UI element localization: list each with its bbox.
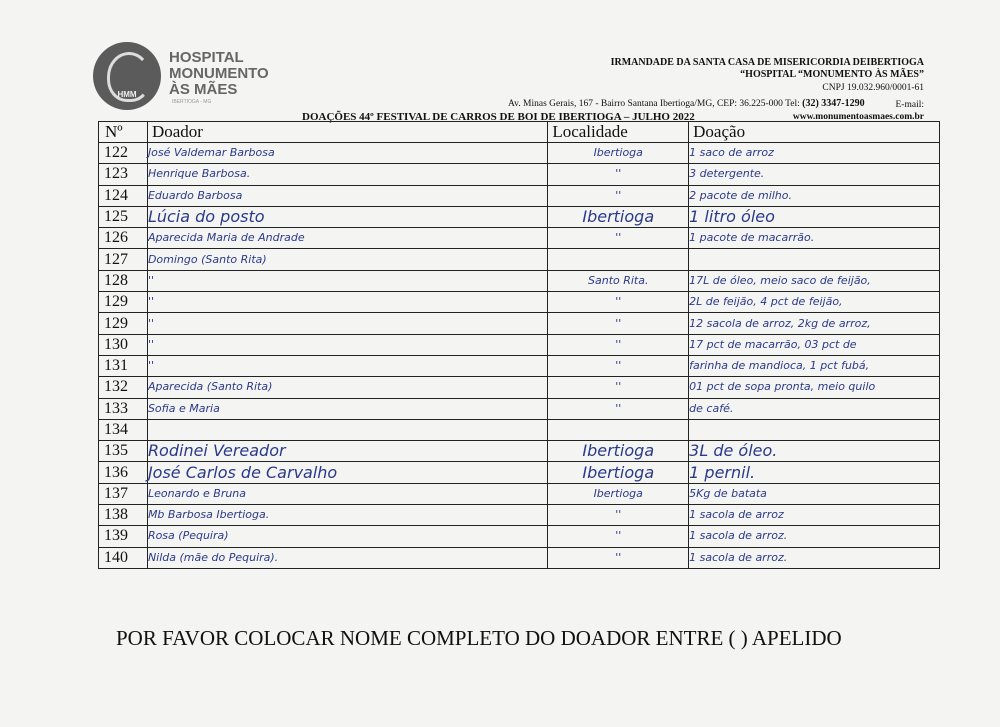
cell-doacao xyxy=(689,185,940,206)
handwritten-doador: José Carlos de Carvalho xyxy=(147,462,338,482)
table-row xyxy=(99,398,940,419)
cell-nr: 126 xyxy=(99,228,148,249)
cell-nr: 127 xyxy=(99,249,148,270)
cell-localidade xyxy=(548,164,689,185)
table-row xyxy=(99,377,940,398)
cell-doador xyxy=(147,249,547,270)
cell-doador xyxy=(147,526,547,547)
cell-doacao xyxy=(689,547,940,568)
cell-nr: 125 xyxy=(99,206,148,227)
cell-doacao xyxy=(689,313,940,334)
logo-badge: HMM xyxy=(117,90,137,99)
document-title: DOAÇÕES 44º FESTIVAL DE CARROS DE BOI DE IBERTIOGA – JULHO 2022 xyxy=(302,111,695,123)
handwritten-localidade: '' xyxy=(615,359,622,373)
cell-nr: 137 xyxy=(99,483,148,504)
cell-doacao xyxy=(689,292,940,313)
cell-localidade xyxy=(548,334,689,355)
handwritten-doacao: 3 detergente. xyxy=(689,167,765,181)
handwritten-doacao: 1 saco de arroz xyxy=(689,146,774,160)
cell-doador xyxy=(147,462,547,483)
handwritten-doacao: 2 pacote de milho. xyxy=(689,188,793,202)
cell-localidade xyxy=(548,270,689,291)
cell-doacao xyxy=(689,334,940,355)
col-header-nr: Nº xyxy=(99,122,148,143)
cell-nr: 136 xyxy=(99,462,148,483)
table-row xyxy=(99,249,940,270)
table-row xyxy=(99,164,940,185)
footer-instruction: POR FAVOR COLOCAR NOME COMPLETO DO DOADOR ENTRE ( ) APELIDO xyxy=(116,626,842,650)
handwritten-localidade: '' xyxy=(615,380,622,394)
hospital-logo xyxy=(93,42,161,110)
cell-nr: 132 xyxy=(99,377,148,398)
table-row xyxy=(99,462,940,483)
cell-doacao xyxy=(689,419,940,440)
cell-nr: 128 xyxy=(99,270,148,291)
cell-doador xyxy=(147,377,547,398)
table-row xyxy=(99,292,940,313)
cell-nr: 123 xyxy=(99,164,148,185)
cell-nr: 129 xyxy=(99,292,148,313)
cell-doador xyxy=(147,419,547,440)
handwritten-doacao: 1 sacola de arroz. xyxy=(689,529,788,543)
handwritten-doador: '' xyxy=(147,295,154,309)
table-row xyxy=(99,313,940,334)
cell-doador xyxy=(147,398,547,419)
handwritten-doador: Rodinei Vereador xyxy=(147,441,286,461)
cell-localidade xyxy=(548,313,689,334)
col-header-doador: Doador xyxy=(147,122,547,143)
logo-line-2: MONUMENTO xyxy=(169,65,269,82)
cell-localidade xyxy=(548,526,689,547)
handwritten-doador: Eduardo Barbosa xyxy=(147,188,243,202)
handwritten-localidade: '' xyxy=(615,550,622,564)
col-header-localidade: Localidade xyxy=(548,122,689,143)
handwritten-localidade: '' xyxy=(615,295,622,309)
handwritten-doador: Domingo (Santo Rita) xyxy=(147,252,267,266)
cell-nr: 130 xyxy=(99,334,148,355)
handwritten-doacao: farinha de mandioca, 1 pct fubá, xyxy=(689,359,870,373)
cell-nr: 138 xyxy=(99,505,148,526)
table-row xyxy=(99,143,940,164)
cell-doacao xyxy=(689,483,940,504)
handwritten-localidade: Ibertioga xyxy=(582,441,655,461)
handwritten-doacao: 17L de óleo, meio saco de feijão, xyxy=(689,273,871,287)
cell-localidade xyxy=(548,292,689,313)
cell-localidade xyxy=(548,441,689,462)
cell-localidade xyxy=(548,377,689,398)
cell-doacao xyxy=(689,462,940,483)
cell-nr: 140 xyxy=(99,547,148,568)
cell-doador xyxy=(147,505,547,526)
handwritten-localidade: Ibertioga xyxy=(593,486,643,500)
table-row xyxy=(99,505,940,526)
table-row xyxy=(99,185,940,206)
handwritten-localidade: Ibertioga xyxy=(593,146,643,160)
cell-doador xyxy=(147,185,547,206)
cell-doador xyxy=(147,334,547,355)
handwritten-doador: '' xyxy=(147,359,154,373)
table-row xyxy=(99,547,940,568)
table-row xyxy=(99,483,940,504)
handwritten-localidade: '' xyxy=(615,529,622,543)
cell-doador xyxy=(147,483,547,504)
phone: (32) 3347-1290 xyxy=(802,98,865,109)
cell-doador xyxy=(147,270,547,291)
cell-localidade xyxy=(548,228,689,249)
cell-doacao xyxy=(689,355,940,376)
logo-line-1: HOSPITAL xyxy=(169,49,244,66)
handwritten-doador: Sofia e Maria xyxy=(147,401,220,415)
handwritten-localidade: Ibertioga xyxy=(582,462,655,482)
cell-doador xyxy=(147,441,547,462)
logo-text xyxy=(169,50,269,98)
handwritten-doacao: 1 sacola de arroz xyxy=(689,508,784,522)
cell-doador xyxy=(147,228,547,249)
cell-nr: 134 xyxy=(99,419,148,440)
cell-nr: 133 xyxy=(99,398,148,419)
handwritten-doador: Mb Barbosa Ibertioga. xyxy=(147,508,270,522)
email-label: E-mail: xyxy=(895,100,924,110)
handwritten-doacao: 17 pct de macarrão, 03 pct de xyxy=(689,337,857,351)
cell-localidade xyxy=(548,547,689,568)
cell-nr: 124 xyxy=(99,185,148,206)
table-row xyxy=(99,526,940,547)
handwritten-localidade: '' xyxy=(615,188,622,202)
cell-doacao xyxy=(689,270,940,291)
cell-doacao xyxy=(689,206,940,227)
cell-nr: 129 xyxy=(99,313,148,334)
handwritten-doador: Henrique Barbosa. xyxy=(147,167,251,181)
cell-doacao xyxy=(689,526,940,547)
cell-localidade xyxy=(548,398,689,419)
handwritten-localidade: '' xyxy=(615,401,622,415)
cell-localidade xyxy=(548,249,689,270)
table-header-row xyxy=(99,122,940,143)
cell-doador xyxy=(147,547,547,568)
handwritten-doacao: 2L de feijão, 4 pct de feijão, xyxy=(689,295,843,309)
cell-doador xyxy=(147,206,547,227)
cell-nr: 135 xyxy=(99,441,148,462)
table-row xyxy=(99,270,940,291)
logo-subtitle: IBERTIOGA - MG xyxy=(172,99,212,105)
org-name: IRMANDADE DA SANTA CASA DE MISERICORDIA DEIBERTIOGA xyxy=(610,57,924,68)
handwritten-doador: José Valdemar Barbosa xyxy=(147,146,275,160)
cell-doador xyxy=(147,143,547,164)
table-row xyxy=(99,355,940,376)
handwritten-doador: Leonardo e Bruna xyxy=(147,486,247,500)
cell-localidade xyxy=(548,143,689,164)
cell-nr: 131 xyxy=(99,355,148,376)
cell-doador xyxy=(147,292,547,313)
handwritten-doacao: 1 pernil. xyxy=(689,462,756,482)
handwritten-doacao: 3L de óleo. xyxy=(689,441,778,461)
cell-localidade xyxy=(548,206,689,227)
col-header-doacao: Doação xyxy=(689,122,940,143)
handwritten-doacao: 5Kg de batata xyxy=(689,486,767,500)
cell-nr: 122 xyxy=(99,143,148,164)
cell-doador xyxy=(147,313,547,334)
cell-doador xyxy=(147,164,547,185)
address-text: Av. Minas Gerais, 167 - Bairro Santana Ibertioga/MG, CEP: 36.225-000 Tel: xyxy=(508,99,800,109)
cell-doacao xyxy=(689,377,940,398)
cell-doacao xyxy=(689,441,940,462)
address xyxy=(508,98,865,109)
website: www.monumentoasmaes.com.br xyxy=(792,112,924,122)
cell-nr: 139 xyxy=(99,526,148,547)
handwritten-localidade: '' xyxy=(615,316,622,330)
cell-localidade xyxy=(548,355,689,376)
donations-table xyxy=(98,121,940,569)
table-row xyxy=(99,206,940,227)
hospital-name: “HOSPITAL “MONUMENTO ÀS MÃES” xyxy=(740,69,924,80)
handwritten-localidade: '' xyxy=(615,337,622,351)
table-row xyxy=(99,334,940,355)
handwritten-doador: '' xyxy=(147,273,154,287)
handwritten-doador: Lúcia do posto xyxy=(147,207,265,227)
handwritten-doacao: 1 sacola de arroz. xyxy=(689,550,788,564)
cell-localidade xyxy=(548,419,689,440)
cell-localidade xyxy=(548,185,689,206)
cnpj: CNPJ 19.032.960/0001-61 xyxy=(822,83,924,93)
cell-doacao xyxy=(689,249,940,270)
logo-line-3: ÀS MÃES xyxy=(169,81,238,98)
handwritten-localidade: Santo Rita. xyxy=(588,273,649,287)
handwritten-doacao: 01 pct de sopa pronta, meio quilo xyxy=(689,380,876,394)
handwritten-doador: Nilda (mãe do Pequira). xyxy=(147,550,279,564)
cell-doacao xyxy=(689,228,940,249)
handwritten-doador: '' xyxy=(147,337,154,351)
cell-doacao xyxy=(689,505,940,526)
handwritten-doador: Aparecida Maria de Andrade xyxy=(147,231,305,245)
handwritten-doacao: 12 sacola de arroz, 2kg de arroz, xyxy=(689,316,871,330)
cell-doacao xyxy=(689,143,940,164)
handwritten-localidade: '' xyxy=(615,231,622,245)
handwritten-localidade: '' xyxy=(615,508,622,522)
table-row xyxy=(99,441,940,462)
handwritten-localidade: Ibertioga xyxy=(582,207,655,227)
cell-localidade xyxy=(548,483,689,504)
handwritten-doador: Rosa (Pequira) xyxy=(147,529,229,543)
handwritten-doacao: 1 litro óleo xyxy=(689,207,775,227)
handwritten-doador: '' xyxy=(147,316,154,330)
cell-localidade xyxy=(548,462,689,483)
handwritten-doador: Aparecida (Santo Rita) xyxy=(147,380,273,394)
cell-localidade xyxy=(548,505,689,526)
cell-doador xyxy=(147,355,547,376)
table-row xyxy=(99,228,940,249)
handwritten-localidade: '' xyxy=(615,167,622,181)
table-row xyxy=(99,419,940,440)
cell-doacao xyxy=(689,164,940,185)
handwritten-doacao: 1 pacote de macarrão. xyxy=(689,231,815,245)
handwritten-doacao: de café. xyxy=(689,401,734,415)
cell-doacao xyxy=(689,398,940,419)
